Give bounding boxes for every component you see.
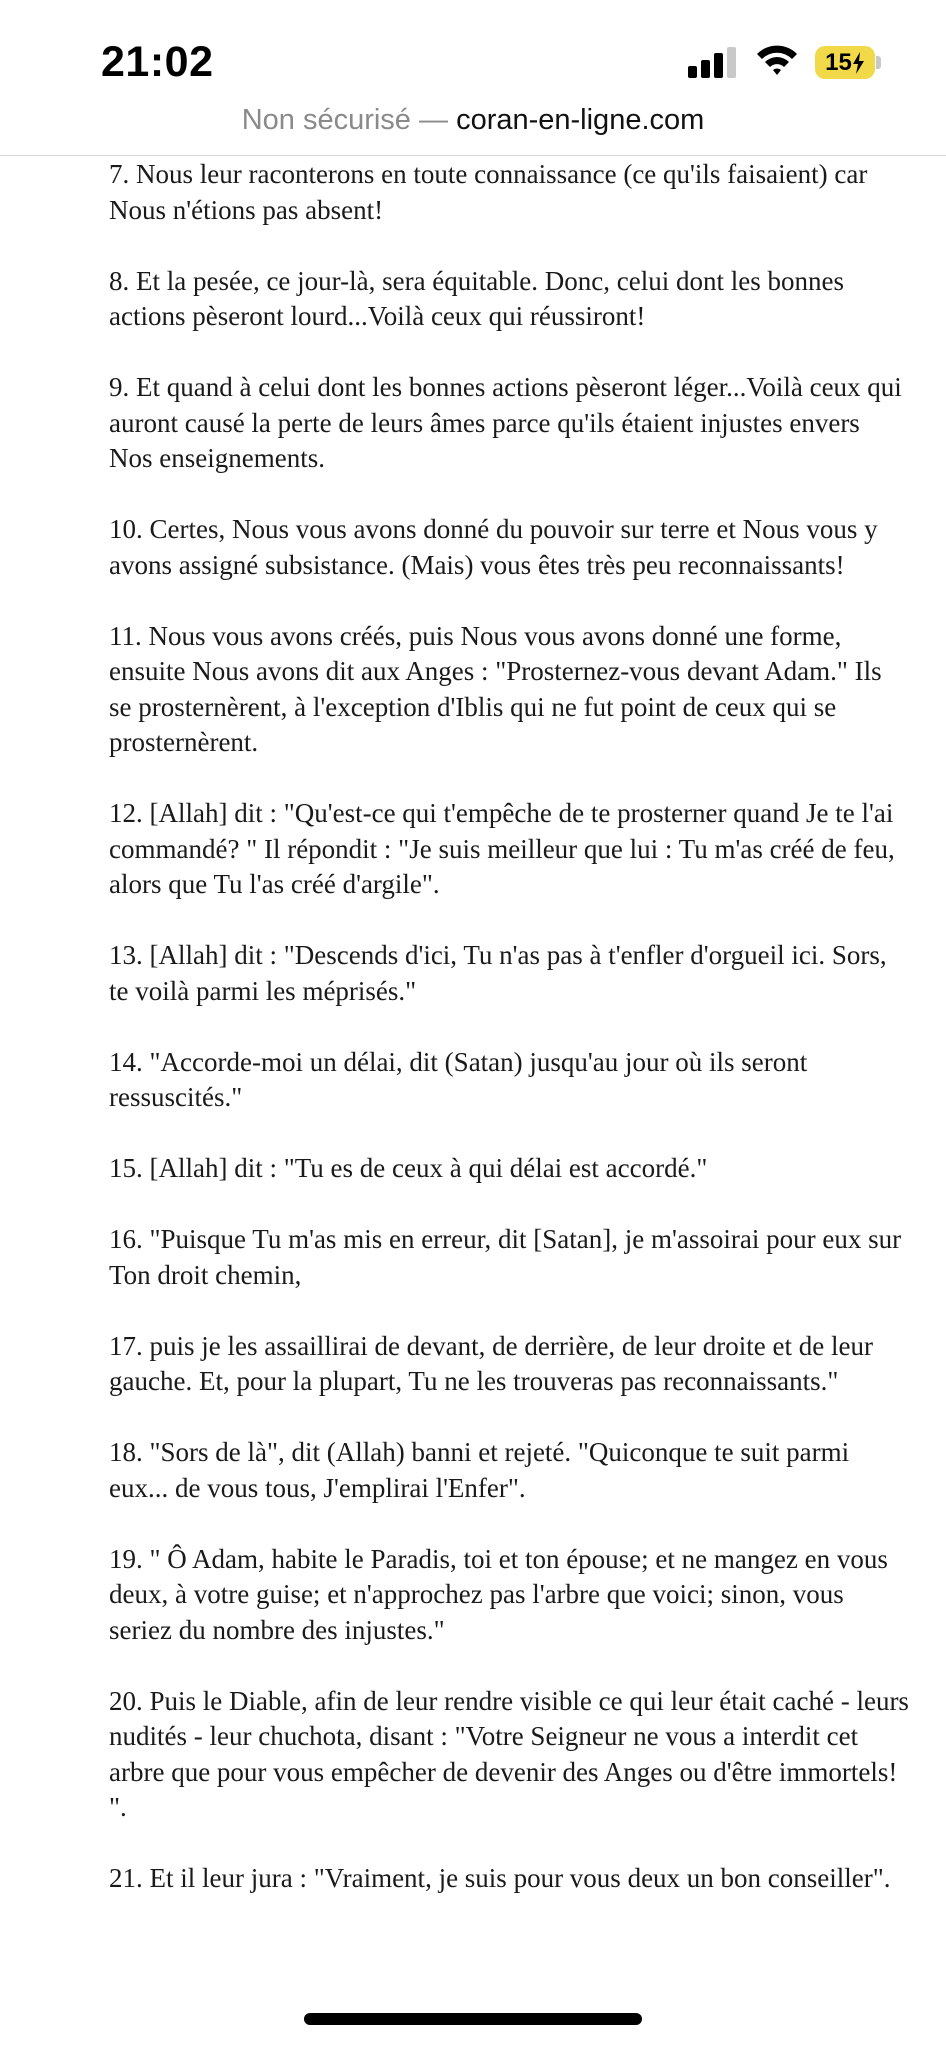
- verse-14: 14. "Accorde-moi un délai, dit (Satan) jusqu'au jour où ils seront ressuscités.": [109, 1046, 808, 1112]
- security-warning-label: Non sécurisé —: [241, 104, 448, 136]
- cellular-signal-icon: [688, 44, 740, 78]
- charging-bolt-icon: [852, 52, 865, 74]
- verse-15: 15. [Allah] dit : "Tu es de ceux à qui délai est accordé.": [109, 1153, 708, 1183]
- home-indicator[interactable]: [304, 2013, 642, 2025]
- page-domain: coran-en-ligne.com: [456, 104, 705, 136]
- verse-19: 19. " Ô Adam, habite le Paradis, toi et ton épouse; et ne mangez en vous deux, à votre guise; et n'approchez pas l'arbre que voici; sinon, vous seriez du nombre des injustes.": [109, 1543, 888, 1645]
- verse-17: 17. puis je les assaillirai de devant, de derrière, de leur droite et de leur gauche. Et, pour la plupart, Tu ne les trouveras pas reconnaissants.": [109, 1330, 873, 1396]
- verse-8: 8. Et la pesée, ce jour-là, sera équitable. Donc, celui dont les bonnes actions pèseront lourd...Voilà ceux qui réussiront!: [109, 265, 844, 331]
- verse-18: 18. "Sors de là", dit (Allah) banni et rejeté. "Quiconque te suit parmi eux... de vous tous, J'emplirai l'Enfer".: [109, 1437, 850, 1503]
- verse-11: 11. Nous vous avons créés, puis Nous vous avons donné une forme, ensuite Nous avons dit aux Anges : "Prosternez-vous devant Adam." Ils se prosternèrent, à l'exception d'Iblis qui ne fut point de ceux qui se prosternèrent.: [109, 620, 882, 757]
- verse-list: [109, 157, 909, 1932]
- verse-16: 16. "Puisque Tu m'as mis en erreur, dit [Satan], je m'assoirai pour eux sur Ton droit chemin,: [109, 1224, 902, 1290]
- battery-cap: [876, 56, 881, 69]
- verse-7: 7. Nous leur raconterons en toute connaissance (ce qu'ils faisaient) car Nous n'étions pas absent!: [109, 159, 868, 225]
- address-bar[interactable]: [0, 100, 946, 156]
- verse-9: 9. Et quand à celui dont les bonnes actions pèseront léger...Voilà ceux qui auront causé la perte de leurs âmes parce qu'ils étaient injustes envers Nos enseignements.: [109, 372, 902, 473]
- verse-21: 21. Et il leur jura : "Vraiment, je suis pour vous deux un bon conseiller".: [109, 1863, 891, 1893]
- clock-time: 21:02: [101, 38, 214, 86]
- wifi-icon: [755, 42, 799, 76]
- verse-20: 20. Puis le Diable, afin de leur rendre visible ce qui leur était caché - leurs nudités - leur chuchota, disant : "Votre Seigneur ne vous a interdit cet arbre que pour vous empêcher de devenir des Anges ou d'être immortels! ".: [109, 1685, 909, 1822]
- verse-12: 12. [Allah] dit : "Qu'est-ce qui t'empêche de te prosterner quand Je te l'ai commandé? " Il répondit : "Je suis meilleur que lui : Tu m'as créé de feu, alors que Tu l'as créé d'argile".: [109, 798, 895, 899]
- verse-13: 13. [Allah] dit : "Descends d'ici, Tu n'as pas à t'enfler d'orgueil ici. Sors, te voilà parmi les méprisés.": [109, 940, 887, 1006]
- battery-level: 15: [825, 48, 852, 76]
- toolbar-divider: [0, 155, 946, 156]
- battery-icon: [815, 46, 875, 79]
- status-bar: [0, 0, 946, 100]
- verse-10: 10. Certes, Nous vous avons donné du pouvoir sur terre et Nous vous y avons assigné subsistance. (Mais) vous êtes très peu reconnaissants!: [109, 514, 878, 580]
